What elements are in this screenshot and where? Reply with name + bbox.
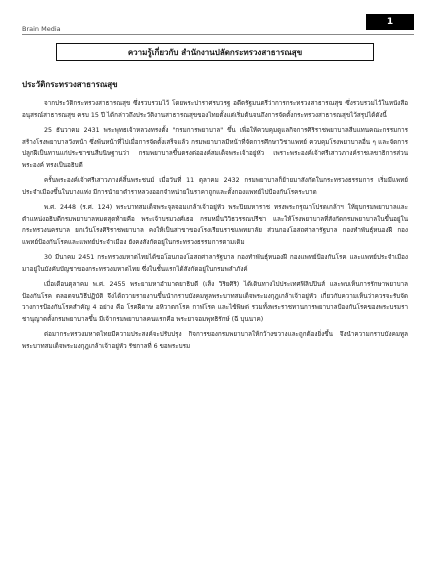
paragraph: 30 มีนาคม 2451 กระทรวงมหาดไทยได้ขอโอนกองโอสถศาลารัฐบาล กองทำพันธุ์หนองฝี กองแพทย์ป้องกันโรค และแพทย์ประจำเมืองมาอยู่ในบังคับบัญชาของกระทรวงมหาดไทย ซึ่งในชั้นแรกได้สังกัดอยู่ในกรมพลำภังค์ <box>22 254 408 273</box>
publisher-header: Brain Media <box>22 25 61 33</box>
document-title: ความรู้เกี่ยวกับ สำนักงานปลัดกระทรวงสาธารณสุข <box>56 43 374 61</box>
paragraph: พ.ศ. 2448 (ร.ศ. 124) พระบาทสมเด็จพระจุลจอมเกล้าเจ้าอยู่หัว พระปิยมหาราช ทรงพระกรุณาโปรดเกล้าฯ ให้ยุบกรมพยาบาลและตำแหน่งอธิบดีกรมพยาบาลหมดสุดท้ายคือ พระเจ้าบรมวงศ์เธอ กรมหมื่นวิวิธวรรณปรีชา และให้โรงพยาบาลที่สังกัดกรมพยาบาลในขึ้นอยู่ในกระทรวงนครบาล ยกเว้นโรงศิริราชพยาบาล คงให้เป็นสาขาของโรงเรียนราชแพทยาลัย ส่วนกองโอสถศาลารัฐบาล กองทำพันธุ์หนองฝี กองแพทย์ป้องกันโรคและแพทย์ประจำเมือง ยังคงสังกัดอยู่ในกระทรวงธรรมการตามเดิม <box>22 204 408 246</box>
paragraph: 25 ธันวาคม 2431 พระพุทธเจ้าหลวงทรงตั้ง "กรมการพยาบาล" ขึ้น เพื่อให้ควบคุมดูแลกิจการศิริราชพยาบาลสืบแทนคณะกรรมการสร้างโรงพยาบาลวังหน้า ซึ่งพ้นหน้าที่ไปเมื่อการจัดตั้งเสร็จแล้ว กรมพยาบาลมีหน้าที่จัดการศึกษาวิชาแพทย์ ควบคุมโรงพยาบาลอื่น ๆ และจัดการปลูกฝีเป็นทานแก่ประชาชนสืบนิษฐานว่า กรมพยาบาลขึ้นตรงต่อองค์สมเด็จพระเจ้าอยู่หัว เพราะพระองค์เจ้าศรีเสาวภางค์ราชเลขาธิการส่วนพระองค์ ทรงเป็นอธิบดี <box>22 127 408 169</box>
paragraph: ต่อมากระทรวงมหาดไทยมีความประสงค์จะปรับปรุง กิจการของกรมพยาบาลให้กว้างขวางและถูกต้องยิ่งขึ้น จึงนำความกราบบังคมทูลพระบาทสมเด็จพระมงกุฎเกล้าเจ้าอยู่หัว รัชกาลที่ 6 ขอพระบรม <box>22 331 408 350</box>
body-text <box>22 98 408 356</box>
paragraph: ครั้นพระองค์เจ้าศรีเสาวภางค์สิ้นพระชนม์ เมื่อวันที่ 11 ตุลาคม 2432 กรมพยาบาลก็ย้ายมาสังกัดในกระทรวงธรรมการ เริ่มมีแพทย์ประจำเมืองขึ้นในบางแห่ง มีการนำยาตำราหลวงออกจำหน่ายในราคาถูกและตั้งกองแพทย์ไปป้องกันโรคระบาด <box>22 177 408 196</box>
page-number: 1 <box>366 14 414 30</box>
section-heading: ประวัติกระทรวงสาธารณสุข <box>22 80 118 89</box>
paragraph: เมื่อเดือนตุลาคม พ.ศ. 2455 พระยามหาอำมาตยาธิบดี (เส็ง วิริยศิริ) ได้เดินทางไปประเทศฟิลิปปินส์ และพบเห็นการรักษาพยาบาลป้องกันโรค ตลอดจนวิธีปฏิบัติ จึงได้ถวายรายงานขึ้นนำกราบบังคมทูลพระบาทสมเด็จพระมงกุฎเกล้าเจ้าอยู่หัว เกี่ยวกับความเห็นว่าควรจะรับจัดวางการป้องกันโรคสำคัญ 4 อย่าง คือ โรคฝีดาษ อหิวาตกโรค กาฬโรค และไข้พิษต่ รวมทั้งพระราชทานการพยาบาลป้องกันโรคของพระบรมราชานุญาตตั้งกรมพยาบาลขึ้น มีเจ้ากรมพยาบาลคนแรกคือ พระยาจอมพุทธิรักษ์ (ฉี บุนนาค) <box>22 281 408 323</box>
header-divider <box>22 34 414 35</box>
paragraph: จากประวัติกระทรวงสาธารณสุข ซึ่งรวบรวมไว้ โดยพระปาราศรบวรฐ อดีตรัฐมนตรีว่าการกระทรวงสาธารณสุข ซึ่งรวบรวมไว้ในหนังสืออนุสรณ์สาธารณสุข ครบ 15 ปี ได้กล่าวถึงประวัติงานสาธารณสุขของไทยตั้งแต่เริ่มต้นจนถึงการจัดตั้งกระทรวงสาธารณสุขไว้สรุปได้ดังนี้ <box>22 100 408 119</box>
